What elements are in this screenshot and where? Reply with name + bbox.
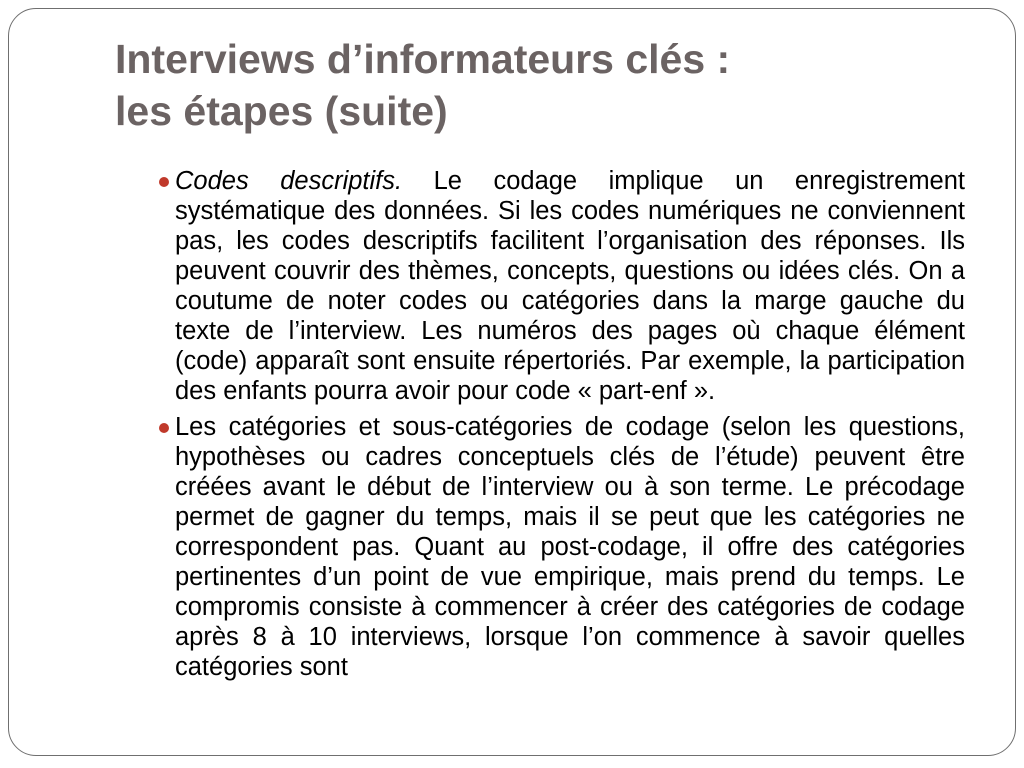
bullet-item-codes-descriptifs	[175, 166, 965, 406]
bullet-item-categories	[175, 412, 965, 682]
bullet-list	[175, 166, 965, 688]
slide	[8, 8, 1016, 756]
page-title	[115, 33, 975, 137]
bullet-dot-icon	[159, 177, 169, 187]
bullet-body: Les catégories et sous-catégories de codage (selon les questions, hypothèses ou cadres conceptuels clés de l’étude) peuvent être créées avant le début de l’interview ou à son terme. Le précodage permet de gagner du temps, mais il se peut que les catégories ne correspondent pas. Quant au post-codage, il offre des catégories pertinentes d’un point de vue empirique, mais prend du temps. Le compromis consiste à commencer à créer des catégories de codage après 8 à 10 interviews, lorsque l’on commence à savoir quelles catégories sont	[175, 413, 965, 681]
bullet-body: Le codage implique un enregistrement systématique des données. Si les codes numériques ne conviennent pas, les codes descriptifs facilitent l’organisation des réponses. Ils peuvent couvrir des thèmes, concepts, questions ou idées clés. On a coutume de noter codes ou catégories dans la marge gauche du texte de l’interview. Les numéros des pages où chaque élément (code) apparaît sont ensuite répertoriés. Par exemple, la participation des enfants pourra avoir pour code « part-enf ».	[175, 167, 966, 405]
title-line-1: Interviews d’informateurs clés :	[115, 36, 731, 82]
bullet-text	[175, 167, 965, 405]
bullet-lead-italic: Codes descriptifs.	[175, 167, 403, 195]
bullet-dot-icon	[159, 423, 169, 433]
title-line-2: les étapes (suite)	[115, 88, 448, 134]
